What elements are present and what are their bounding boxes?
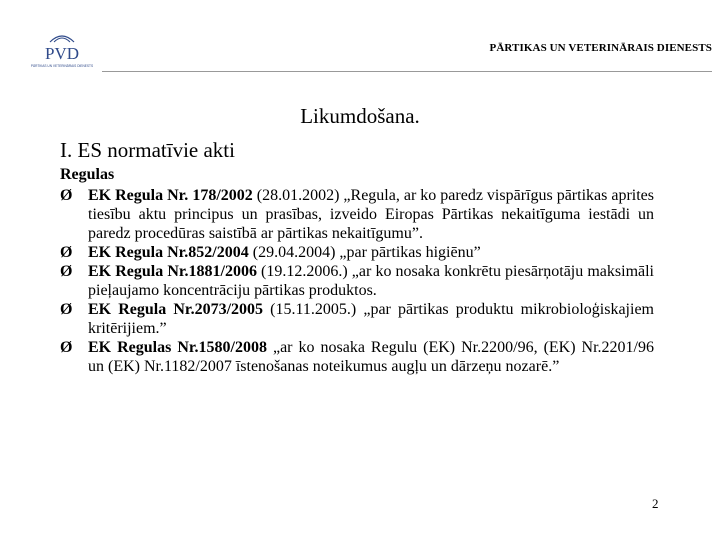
list-item bbox=[60, 243, 654, 262]
regulation-description: „ar ko nosaka Regulu (EK) Nr.2200/96, (EK) Nr.2201/96 un (EK) Nr.1182/2007 īstenošanas noteikumus augļu un dārzeņu nozarē.” bbox=[88, 339, 654, 375]
arrowhead-bullet-icon: Ø bbox=[60, 301, 73, 318]
slide-subtitle: I. ES normatīvie akti bbox=[60, 138, 235, 162]
section-heading: Regulas bbox=[60, 166, 115, 183]
svg-text:PĀRTIKAS UN VETERINĀRAIS DIENE: PĀRTIKAS UN VETERINĀRAIS DIENESTS bbox=[30, 64, 94, 68]
regulation-id: EK Regula Nr. 178/2002 bbox=[88, 187, 253, 204]
regulation-description: (19.12.2006.) „ar ko nosaka konkrētu piesārņotāju maksimāli pieļaujamo koncentrāciju pārtikas produktos. bbox=[88, 263, 655, 299]
regulation-description: (15.11.2005.) „par pārtikas produktu mikrobioloģiskajiem kritērijiem.” bbox=[88, 301, 654, 337]
list-item bbox=[60, 262, 654, 300]
regulation-id: EK Regula Nr.852/2004 bbox=[88, 244, 249, 261]
arrowhead-bullet-icon: Ø bbox=[60, 263, 73, 280]
regulation-description: (29.04.2004) „par pārtikas higiēnu” bbox=[248, 244, 481, 261]
list-item bbox=[60, 186, 654, 243]
regulation-id: EK Regula Nr.2073/2005 bbox=[88, 301, 264, 318]
arrowhead-bullet-icon: Ø bbox=[60, 187, 73, 204]
regulation-list bbox=[60, 186, 654, 376]
page-number: 2 bbox=[652, 496, 659, 511]
regulation-description: (28.01.2002) „Regula, ar ko paredz vispārīgus pārtikas aprites tiesību aktu principus un prasības, izveido Eiropas Pārtikas nekaitīguma iestādi un paredz procedūras saistībā ar pārtikas nekaitīgumu”. bbox=[88, 187, 654, 242]
header-divider bbox=[102, 71, 712, 72]
organization-name: PĀRTIKAS UN VETERINĀRAIS DIENESTS bbox=[489, 42, 712, 54]
pvd-logo bbox=[30, 28, 94, 70]
arrowhead-bullet-icon: Ø bbox=[60, 339, 73, 356]
regulation-id: EK Regulas Nr.1580/2008 bbox=[88, 339, 267, 356]
regulation-id: EK Regula Nr.1881/2006 bbox=[88, 263, 257, 280]
arrowhead-bullet-icon: Ø bbox=[60, 244, 73, 261]
slide-title: Likumdošana. bbox=[300, 104, 420, 128]
list-item bbox=[60, 300, 654, 338]
list-item bbox=[60, 338, 654, 376]
svg-text:PVD: PVD bbox=[44, 44, 80, 63]
